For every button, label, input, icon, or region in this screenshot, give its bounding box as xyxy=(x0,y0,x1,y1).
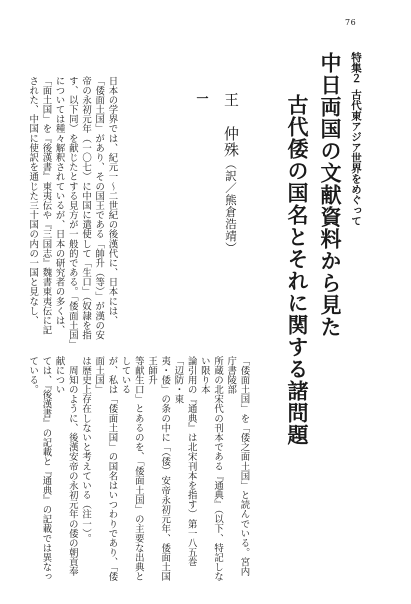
body-column: された、中国に使訳を通じた三十国の内の一国と見なし、 xyxy=(27,76,39,326)
body-column: 等献生口」とあるのを、「倭面土国」の主要な出典としている xyxy=(119,356,144,582)
author-byline xyxy=(222,92,240,254)
series-header xyxy=(350,52,362,226)
body-column: 帝の永初元年（一〇七）に中国に遣使して「生口」（奴隷を指 xyxy=(80,76,92,340)
body-column: 所蔵の北宋代の刊本である『通典』（以下、特記しない限り本 xyxy=(198,356,224,582)
author-given-name: 仲殊 xyxy=(222,126,240,158)
body-text-lower xyxy=(26,356,250,582)
section-number: 一 xyxy=(195,92,209,104)
body-column: 「倭面土国」を「倭之面土国」と読んでいる。宮内庁書陵部 xyxy=(225,356,250,577)
author-surname: 王 xyxy=(222,92,240,108)
body-column: 「倭面土国」があり、その国王である「帥升（等）」が漢の安 xyxy=(93,76,105,340)
body-column: 周知のように、後漢安帝の永初元年の倭の朝貢奉献につい xyxy=(53,356,78,577)
body-column: 「面土国」を『後漢書』東夷伝や『三国志』魏書東夷伝に記 xyxy=(40,76,52,335)
body-column: 夷・倭」の条の中に「（倭）安帝永初元年、倭面土国王師升 xyxy=(146,356,171,582)
body-column: は歴史上存在しないと考えている（注一）。 xyxy=(80,356,92,544)
body-column: す、以下同）を献じたとする見方が一般的である。「倭面土国」 xyxy=(66,76,78,350)
article-title-line-1: 中日両国の文献資料から見た xyxy=(318,52,343,338)
body-column: 論引用の『通典』は北宋刊本を指す）第一八五巻「辺防・東 xyxy=(172,356,197,567)
body-column: 日本の学界では、紀元一〜二世紀の後漢代に、日本には、 xyxy=(106,76,118,326)
translator-credit: （訳／熊倉浩靖） xyxy=(224,158,238,254)
series-title: 古代東アジア世界をめぐって xyxy=(350,89,362,226)
body-column: が、私は「倭面土国」の国名はいつわりであり、「倭面土国」 xyxy=(93,356,118,582)
body-text-upper xyxy=(26,76,118,350)
body-column: については種々解釈されているが、日本の研究者の多くは、 xyxy=(53,76,65,335)
body-column: ては、『後漢書』の記載と『通典』の記載では異なっている。 xyxy=(27,356,52,582)
page-number: 76 xyxy=(345,18,357,27)
series-label: 特集２ xyxy=(350,52,362,84)
article-title-line-2: 古代倭の国名とそれに関する諸問題 xyxy=(285,94,310,446)
